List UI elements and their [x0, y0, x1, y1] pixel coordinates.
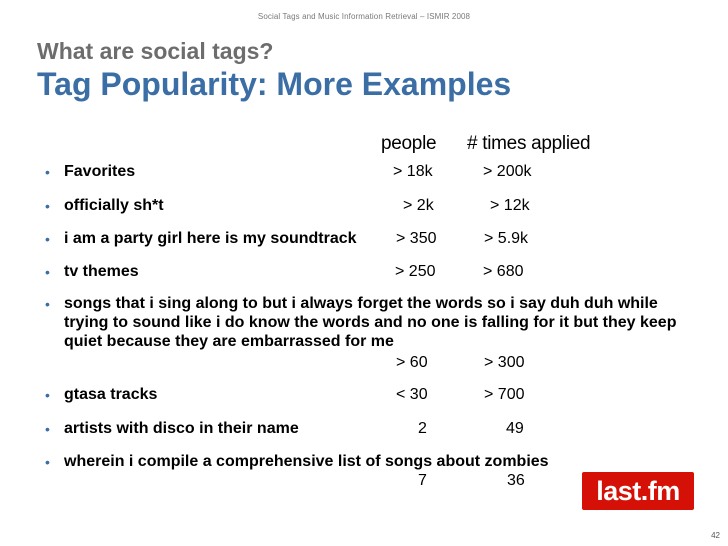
times-applied-count: 49	[506, 420, 524, 437]
tag-name: i am a party girl here is my soundtrack	[64, 230, 357, 247]
lastfm-logo: last.fm	[582, 472, 694, 510]
tag-name: tv themes	[64, 263, 139, 280]
times-applied-count: > 200k	[483, 163, 532, 180]
tag-name: Favorites	[64, 163, 136, 180]
bullet-icon: •	[45, 387, 50, 403]
slide-subtitle: What are social tags?	[37, 38, 274, 64]
tag-name: wherein i compile a comprehensive list of songs about zombies	[64, 453, 549, 470]
people-count: 2	[418, 420, 427, 437]
bullet-icon: •	[45, 198, 50, 214]
people-count: > 250	[395, 263, 436, 280]
tag-name: officially sh*t	[64, 197, 164, 214]
people-count: > 2k	[403, 197, 434, 214]
people-count: 7	[418, 472, 427, 489]
times-applied-count: > 700	[484, 386, 525, 403]
times-applied-count: > 12k	[490, 197, 530, 214]
bullet-icon: •	[45, 421, 50, 437]
bullet-icon: •	[45, 264, 50, 280]
bullet-icon: •	[45, 164, 50, 180]
bullet-icon: •	[45, 454, 50, 470]
column-header-times-applied: # times applied	[467, 133, 591, 154]
page-number: 42	[711, 531, 720, 540]
people-count: > 60	[396, 354, 428, 371]
column-header-people: people	[381, 133, 437, 154]
running-header: Social Tags and Music Information Retrieval – ISMIR 2008	[257, 12, 471, 21]
people-count: > 18k	[393, 163, 433, 180]
bullet-icon: •	[45, 296, 50, 312]
times-applied-count: > 5.9k	[484, 230, 529, 247]
times-applied-count: > 300	[484, 354, 525, 371]
times-applied-count: 36	[507, 472, 525, 489]
people-count: > 350	[396, 230, 437, 247]
bullet-icon: •	[45, 231, 50, 247]
tag-name: songs that i sing along to but i always forget the words so i say duh duh while trying to sound like i do know the words and no one is falling for it but they keep quiet because they are embarrassed for me	[64, 295, 677, 350]
tag-name: gtasa tracks	[64, 386, 158, 403]
times-applied-count: > 680	[483, 263, 524, 280]
people-count: < 30	[396, 386, 428, 403]
tag-name: artists with disco in their name	[64, 420, 299, 437]
slide-title: Tag Popularity: More Examples	[37, 66, 512, 102]
